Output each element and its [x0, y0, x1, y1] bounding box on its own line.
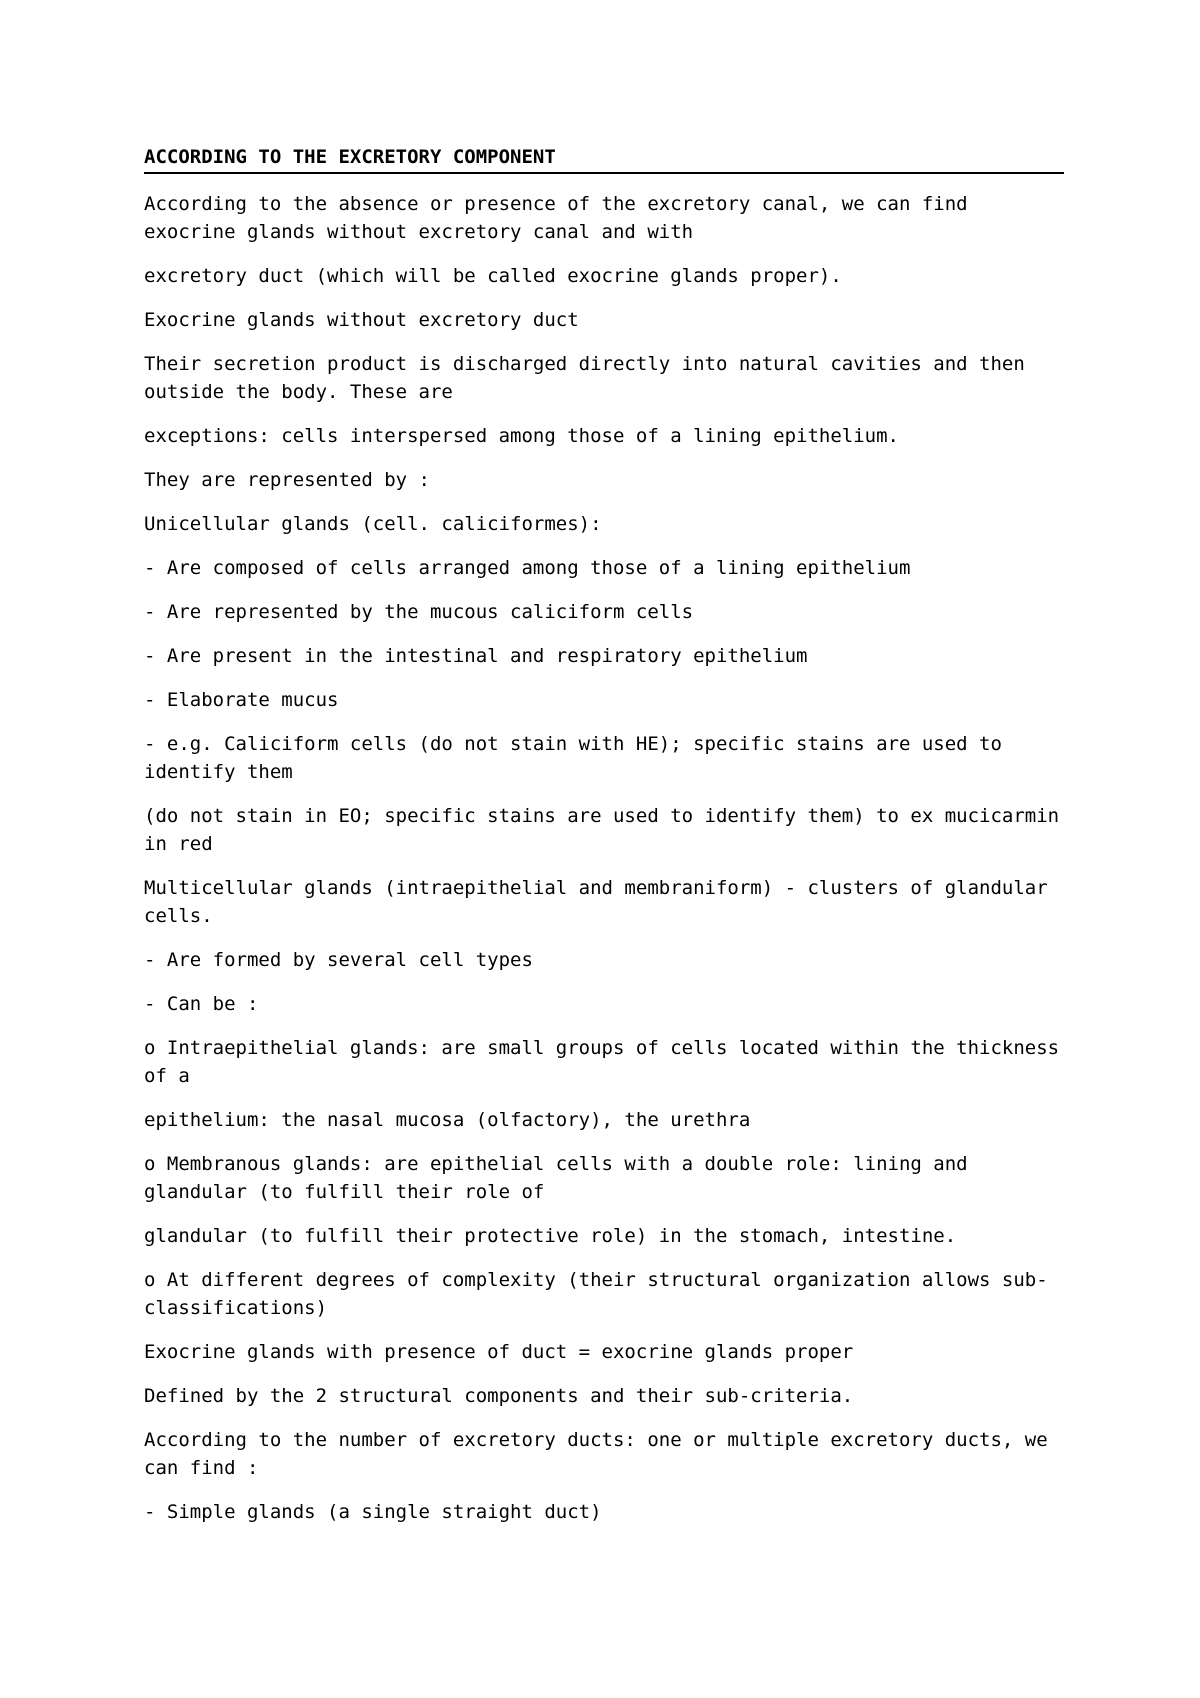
list-item: - Elaborate mucus — [144, 689, 339, 711]
paragraph: They are represented by : — [144, 469, 430, 491]
paragraph: Defined by the 2 structural components and their sub-criteria. — [144, 1385, 854, 1407]
list-item: - Are composed of cells arranged among those of a lining epithelium — [144, 557, 911, 579]
list-item: - Are represented by the mucous caliciform cells — [144, 601, 694, 623]
section-heading: ACCORDING TO THE EXCRETORY COMPONENT — [144, 144, 1064, 174]
subheading: Unicellular glands (cell. caliciformes): — [144, 513, 602, 535]
sub-list-item: o At different degrees of complexity (their structural organization allows sub-classifications) — [144, 1269, 1048, 1319]
document-body — [144, 144, 1071, 1542]
paragraph: According to the absence or presence of the excretory canal, we can find exocrine glands without excretory canal and with — [144, 193, 980, 243]
list-item: - Can be : — [144, 993, 259, 1015]
paragraph: exceptions: cells interspersed among those of a lining epithelium. — [144, 425, 899, 447]
paragraph: Their secretion product is discharged directly into natural cavities and then outside the body. These are — [144, 353, 1037, 403]
list-item: - e.g. Caliciform cells (do not stain with HE); specific stains are used to identify them — [144, 733, 1014, 783]
list-item: - Simple glands (a single straight duct) — [144, 1501, 602, 1523]
subheading: Exocrine glands without excretory duct — [144, 309, 579, 331]
list-item: - Are formed by several cell types — [144, 949, 533, 971]
paragraph: excretory duct (which will be called exocrine glands proper). — [144, 265, 842, 287]
sub-list-item: o Intraepithelial glands: are small groups of cells located within the thickness of a — [144, 1037, 1071, 1087]
paragraph: According to the number of excretory ducts: one or multiple excretory ducts, we can find : — [144, 1429, 1060, 1479]
subheading: Exocrine glands with presence of duct = exocrine glands proper — [144, 1341, 854, 1363]
subheading: Multicellular glands (intraepithelial and membraniform) - clusters of glandular cells. — [144, 877, 1060, 927]
sub-list-item: o Membranous glands: are epithelial cells with a double role: lining and glandular (to fulfill their role of — [144, 1153, 980, 1203]
paragraph: epithelium: the nasal mucosa (olfactory), the urethra — [144, 1109, 751, 1131]
paragraph: glandular (to fulfill their protective role) in the stomach, intestine. — [144, 1225, 957, 1247]
list-item: - Are present in the intestinal and respiratory epithelium — [144, 645, 808, 667]
paragraph: (do not stain in EO; specific stains are used to identify them) to ex mucicarmin in red — [144, 805, 1071, 855]
